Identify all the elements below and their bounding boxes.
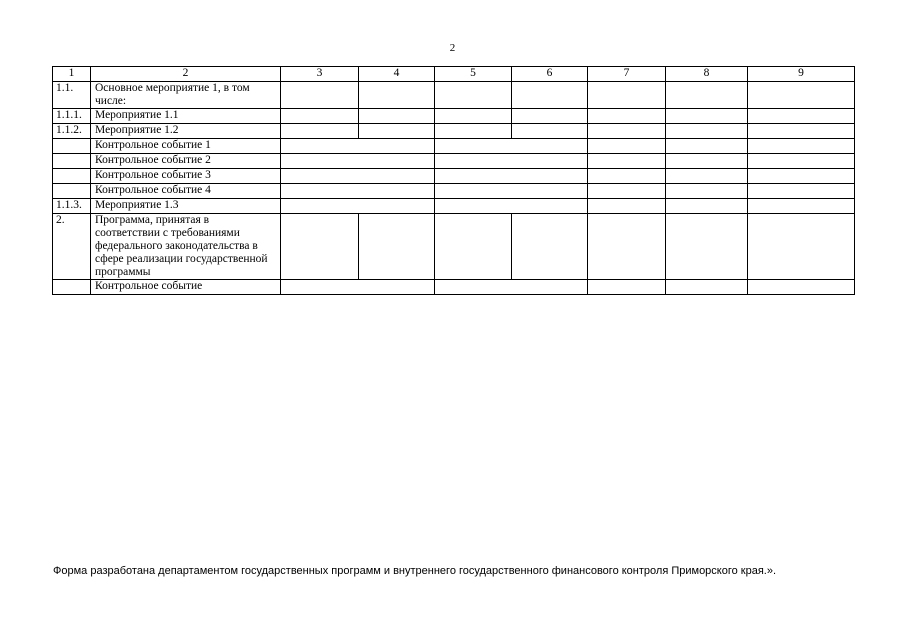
row-number — [53, 280, 91, 295]
table-cell — [281, 82, 359, 109]
table-cell — [435, 124, 512, 139]
table-cell — [588, 139, 666, 154]
row-number: 1.1. — [53, 82, 91, 109]
table-cell — [435, 109, 512, 124]
table-row — [53, 169, 855, 184]
table-cell — [435, 82, 512, 109]
table-row — [53, 280, 855, 295]
table-cell — [435, 184, 588, 199]
row-name: Контрольное событие 2 — [91, 154, 281, 169]
table-cell — [281, 109, 359, 124]
table-cell — [748, 124, 855, 139]
row-number: 1.1.2. — [53, 124, 91, 139]
table-row — [53, 139, 855, 154]
row-number: 1.1.3. — [53, 199, 91, 214]
table-cell — [281, 184, 435, 199]
table-cell — [435, 199, 588, 214]
table-row — [53, 154, 855, 169]
table-cell — [359, 109, 435, 124]
table-cell — [748, 169, 855, 184]
table-cell — [281, 139, 435, 154]
table-cell — [512, 82, 588, 109]
row-name: Контрольное событие 3 — [91, 169, 281, 184]
table-cell — [588, 124, 666, 139]
table-cell — [588, 154, 666, 169]
table-cell — [359, 214, 435, 280]
table-cell — [666, 169, 748, 184]
table-cell — [588, 184, 666, 199]
table-cell — [281, 280, 435, 295]
column-header: 6 — [512, 67, 588, 82]
form-table — [52, 66, 855, 295]
table-cell — [666, 124, 748, 139]
table-cell — [435, 280, 588, 295]
table-cell — [281, 154, 435, 169]
column-header: 3 — [281, 67, 359, 82]
table-cell — [666, 82, 748, 109]
table-cell — [748, 214, 855, 280]
table-cell — [748, 109, 855, 124]
row-number — [53, 154, 91, 169]
table-cell — [435, 214, 512, 280]
table-cell — [281, 199, 435, 214]
table-cell — [435, 169, 588, 184]
column-header: 7 — [588, 67, 666, 82]
footer-note: Форма разработана департаментом государственных программ и внутреннего государственного финансового контроля Приморского края.». — [53, 565, 777, 577]
table-row — [53, 184, 855, 199]
row-number — [53, 139, 91, 154]
row-number: 1.1.1. — [53, 109, 91, 124]
table-cell — [666, 214, 748, 280]
row-number — [53, 169, 91, 184]
column-header: 8 — [666, 67, 748, 82]
table-cell — [748, 139, 855, 154]
table-header-row — [53, 67, 855, 82]
row-name: Основное мероприятие 1, в том числе: — [91, 82, 281, 109]
table-cell — [748, 82, 855, 109]
row-name: Контрольное событие 4 — [91, 184, 281, 199]
row-name: Контрольное событие — [91, 280, 281, 295]
table-cell — [512, 109, 588, 124]
column-header: 4 — [359, 67, 435, 82]
column-header: 9 — [748, 67, 855, 82]
table-row — [53, 124, 855, 139]
row-name: Мероприятие 1.2 — [91, 124, 281, 139]
table-cell — [359, 124, 435, 139]
table-cell — [748, 199, 855, 214]
row-name: Мероприятие 1.1 — [91, 109, 281, 124]
row-number — [53, 184, 91, 199]
table-cell — [588, 109, 666, 124]
row-number: 2. — [53, 214, 91, 280]
table-cell — [666, 184, 748, 199]
table-cell — [588, 169, 666, 184]
table-row — [53, 109, 855, 124]
table-cell — [512, 124, 588, 139]
table-cell — [666, 280, 748, 295]
table-row — [53, 82, 855, 109]
table-row — [53, 199, 855, 214]
table-cell — [588, 214, 666, 280]
table-cell — [666, 109, 748, 124]
table-cell — [281, 124, 359, 139]
table-cell — [748, 184, 855, 199]
table-cell — [748, 280, 855, 295]
table-cell — [588, 199, 666, 214]
table-row — [53, 214, 855, 280]
table-cell — [666, 199, 748, 214]
row-name: Программа, принятая в соответствии с требованиями федерального законодательства в сфере реализации государственной программы — [91, 214, 281, 280]
table-cell — [435, 139, 588, 154]
table-cell — [281, 214, 359, 280]
table-cell — [512, 214, 588, 280]
table-cell — [666, 139, 748, 154]
column-header: 2 — [91, 67, 281, 82]
table-cell — [588, 82, 666, 109]
column-header: 1 — [53, 67, 91, 82]
table-cell — [588, 280, 666, 295]
table-cell — [281, 169, 435, 184]
table-cell — [748, 154, 855, 169]
table-cell — [666, 154, 748, 169]
table-cell — [359, 82, 435, 109]
row-name: Мероприятие 1.3 — [91, 199, 281, 214]
table-cell — [435, 154, 588, 169]
column-header: 5 — [435, 67, 512, 82]
row-name: Контрольное событие 1 — [91, 139, 281, 154]
page-number: 2 — [449, 42, 456, 54]
